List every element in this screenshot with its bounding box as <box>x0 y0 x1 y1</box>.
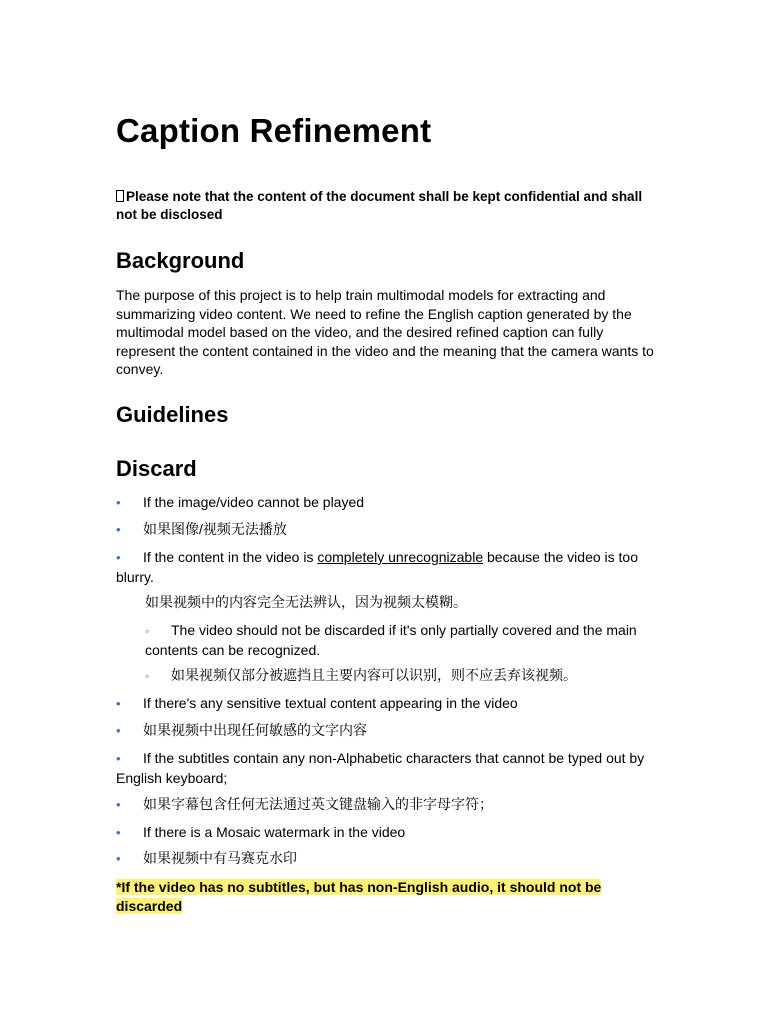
bullet-icon: • <box>116 851 121 866</box>
list-item: • 如果视频中出现任何敏感的文字内容 <box>116 721 656 741</box>
sub-list-item: ◦ 如果视频仅部分被遮挡且主要内容可以识别，则不应丢弃该视频。 <box>145 666 656 686</box>
bullet-icon: • <box>116 550 121 565</box>
list-item-continuation: 如果视频中的内容完全无法辨认，因为视频太模糊。 <box>145 594 467 610</box>
bullet-icon: • <box>116 797 121 812</box>
list-item: • If the subtitles contain any non-Alphabetic characters that cannot be typed out by English keyboard; <box>116 750 645 786</box>
circle-bullet-icon: ◦ <box>145 669 150 683</box>
guidelines-heading: Guidelines <box>116 402 229 427</box>
list-item: • If the content in the video is completely unrecognizable because the video is too blurry. <box>116 549 638 585</box>
confidentiality-notice: Please note that the content of the document shall be kept confidential and shall not be disclosed <box>116 189 643 222</box>
bullet-icon: • <box>116 522 121 537</box>
list-item: • If there's any sensitive textual content appearing in the video <box>116 694 656 714</box>
bullet-icon: • <box>116 825 121 840</box>
sub-list-item: ◦ The video should not be discarded if it's only partially covered and the main contents can be recognized. <box>145 622 637 658</box>
list-item: • If the image/video cannot be played <box>116 493 656 513</box>
circle-bullet-icon: ◦ <box>145 624 150 638</box>
discard-heading: Discard <box>116 456 197 481</box>
bullet-icon: • <box>116 723 121 738</box>
bullet-icon: • <box>116 495 121 510</box>
list-item: • 如果字幕包含任何无法通过英文键盘输入的非字母字符； <box>116 795 656 815</box>
bullet-icon: • <box>116 751 121 766</box>
highlighted-note: *If the video has no subtitles, but has non-English audio, it should not be discarded <box>116 879 602 914</box>
background-text: The purpose of this project is to help train multimodal models for extracting and summarizing video content. We need to refine the English caption generated by the multimodal model based on the video, and the desired refined caption can fully represent the content contained in the video and the meaning that the camera wants to convey. <box>116 287 654 378</box>
list-item: • 如果视频中有马赛克水印 <box>116 849 656 869</box>
underlined-text: completely unrecognizable <box>317 549 484 565</box>
bullet-icon: • <box>116 696 121 711</box>
page-title: Caption Refinement <box>116 112 432 149</box>
missing-glyph-icon <box>116 190 124 202</box>
list-item: • 如果图像/视频无法播放 <box>116 520 656 540</box>
background-heading: Background <box>116 248 245 273</box>
list-item: • If there is a Mosaic watermark in the video <box>116 823 656 843</box>
